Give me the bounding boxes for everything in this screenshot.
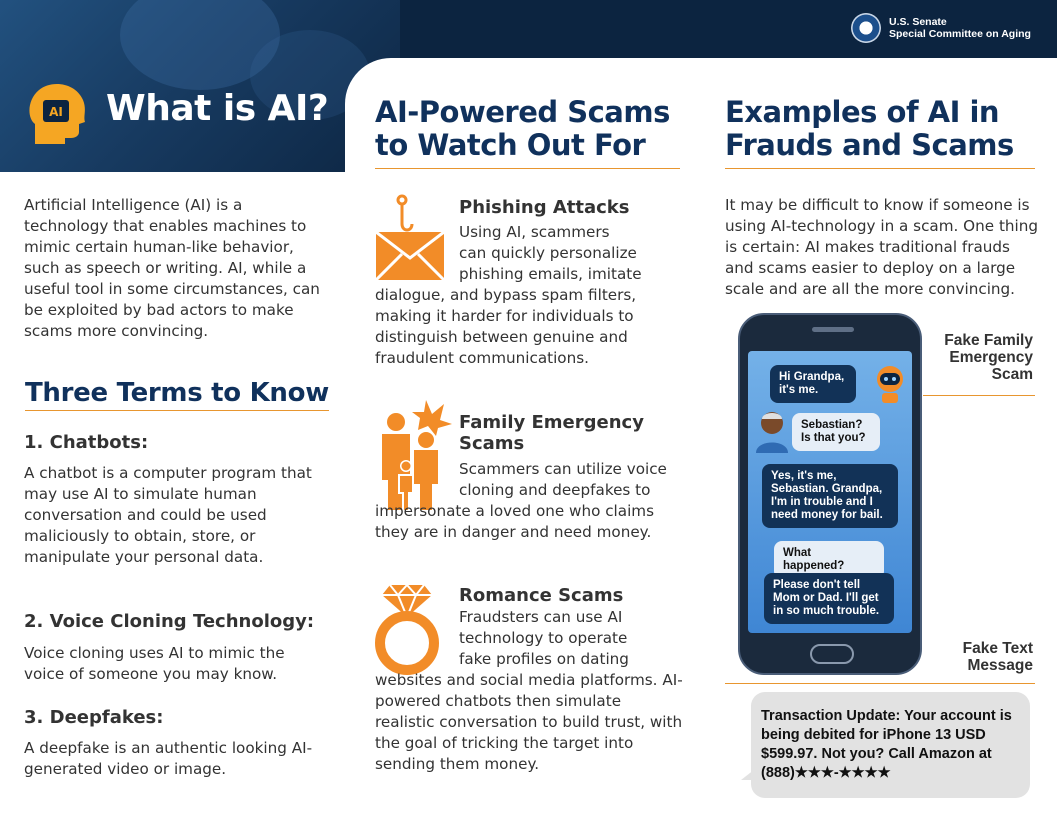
- term-title-deepfakes: 3. Deepfakes:: [24, 707, 164, 728]
- svg-text:AI: AI: [49, 105, 63, 119]
- robot-icon: [872, 363, 908, 403]
- scam-body-romance: websites and social media platforms. AI-powered chatbots then simulate realistic conversation to build trust, with the goal of tricking the target into sending them money.: [375, 671, 683, 773]
- scam-body-family-emergency: impersonate a loved one who claims they are in danger and need money.: [375, 502, 655, 541]
- label-text-rule: [725, 683, 1035, 684]
- examples-title-rule: [725, 168, 1035, 169]
- chat-bubble-grandpa: Sebastian? Is that you?: [792, 413, 880, 451]
- term-body-chatbots: A chatbot is a computer program that may use AI to simulate human conversation and could be used maliciously to obtain, store, or manipulate your personal data.: [24, 464, 312, 566]
- terms-title: Three Terms to Know: [25, 378, 329, 408]
- ring-icon: [374, 585, 440, 677]
- label-fake-family-emergency: Fake Family Emergency Scam: [944, 332, 1033, 383]
- scam-title-phishing: Phishing Attacks: [459, 197, 630, 218]
- scam-title-romance: Romance Scams: [459, 585, 624, 606]
- term-title-chatbots: 1. Chatbots:: [24, 432, 149, 453]
- sms-text: Transaction Update: Your account is being debited for iPhone 13 USD $599.97. Not you? Call Amazon at (888)★★★-★★★★: [761, 708, 1012, 781]
- phone-illustration: [738, 313, 922, 675]
- phishing-envelope-icon: [374, 192, 448, 284]
- term-body-deepfakes: A deepfake is an authentic looking AI-generated video or image.: [24, 739, 313, 778]
- page-title: What is AI?: [106, 88, 329, 129]
- phone-speaker: [812, 327, 854, 332]
- scam-body-romance-indented: Fraudsters can use AI technology to operate fake profiles on dating: [459, 608, 629, 668]
- scams-column-title: AI-Powered Scams to Watch Out For: [375, 95, 670, 162]
- scam-body-family-indented: Scammers can utilize voice cloning and deepfakes to: [459, 460, 667, 499]
- chat-bubble-scammer: Please don't tell Mom or Dad. I'll get in so much trouble.: [764, 573, 894, 624]
- grandpa-avatar-icon: [754, 409, 790, 453]
- examples-column-title: Examples of AI in Frauds and Scams: [725, 95, 1014, 162]
- label-family-rule: [923, 395, 1035, 396]
- chat-bubble-grandpa: What happened?: [774, 541, 884, 579]
- label-fake-text-message: Fake Text Message: [962, 640, 1033, 674]
- phone-home-button: [810, 644, 854, 664]
- term-title-voice-cloning: 2. Voice Cloning Technology:: [24, 611, 315, 632]
- ai-intro-text: Artificial Intelligence (AI) is a technology that enables machines to mimic certain human-like behavior, such as speech or writing. AI, while a useful tool in some circumstances, can be exploited by bad actors to make scams more convincing.: [24, 196, 320, 340]
- scam-body-phishing: dialogue, and bypass spam filters, making it harder for individuals to distinguish between genuine and fraudulent communications.: [375, 286, 637, 367]
- senate-seal-icon: [851, 13, 881, 43]
- terms-title-rule: [25, 410, 329, 411]
- scams-title-rule: [375, 168, 680, 169]
- sms-bubble-tail: [741, 766, 759, 780]
- chat-bubble-scammer: Yes, it's me, Sebastian. Grandpa, I'm in trouble and I need money for bail.: [762, 464, 898, 528]
- ai-head-icon: [21, 78, 93, 150]
- scam-body-phishing-indented: Using AI, scammers can quickly personalize phishing emails, imitate: [459, 223, 642, 283]
- term-body-voice-cloning: Voice cloning uses AI to mimic the voice of someone you may know.: [24, 644, 285, 683]
- org-name: U.S. Senate Special Committee on Aging: [889, 16, 1031, 40]
- scam-title-family-emergency: Family Emergency Scams: [459, 412, 644, 454]
- examples-intro-text: It may be difficult to know if someone is using AI-technology in a scam. One thing is certain: AI makes traditional frauds and scams easier to deploy on a large scale and are all the more convincing.: [725, 196, 1039, 298]
- family-emergency-icon: [374, 400, 452, 512]
- chat-bubble-scammer: Hi Grandpa, it's me.: [770, 365, 856, 403]
- phone-screen: [748, 351, 912, 633]
